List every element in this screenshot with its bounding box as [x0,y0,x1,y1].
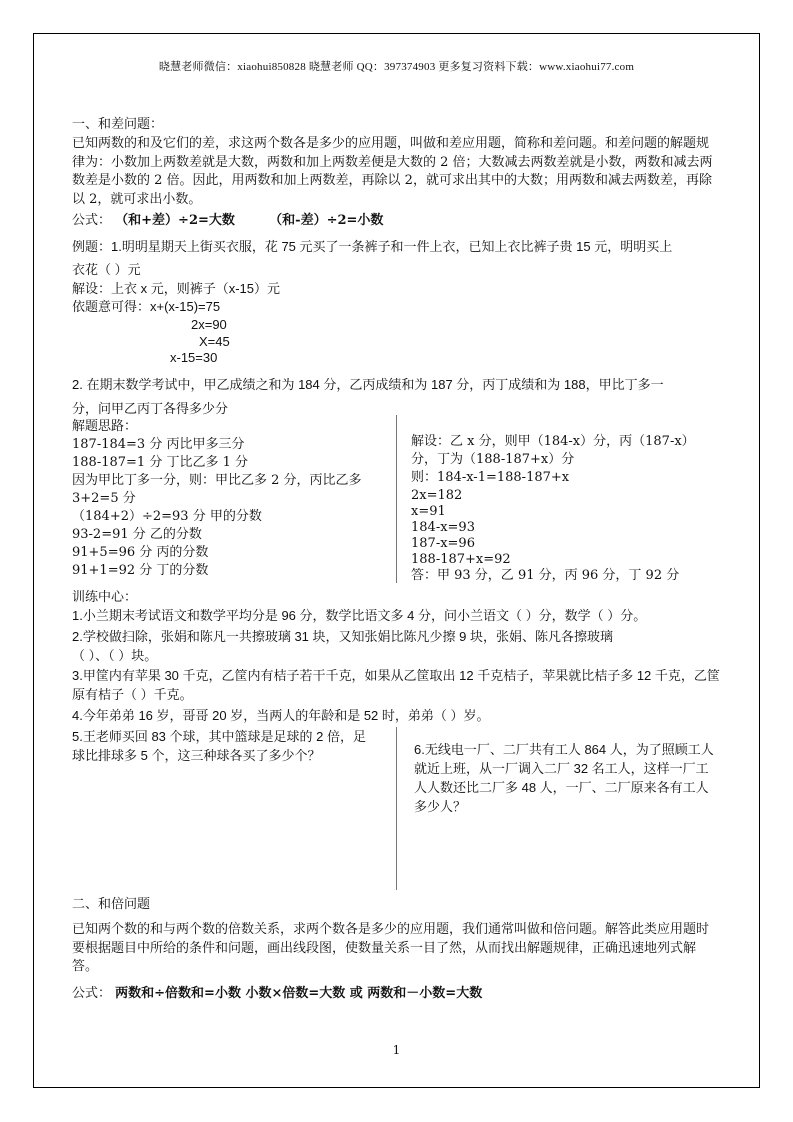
section2-intro: 已知两个数的和与两个数的倍数关系，求两个数各是多少的应用题，我们通常叫做和倍问题。解答此类应用题时要根据题目中所给的条件和问题，画出线段图，使数量关系一目了然，从而找出解题规律，正确迅速地列式解答。 [72,922,710,974]
example2-left-line: 解题思路： [72,419,138,434]
example2-right-line: 答：甲 93 分，乙 91 分，丙 96 分，丁 92 分 [411,568,680,583]
example2-left-line: 187-184=3 分 丙比甲多三分 [72,437,245,452]
example2-question-line1: 2. 在期末数学考试中，甲乙成绩之和为 184 分，乙丙成绩和为 187 分，丙丁成绩和为 188，甲比丁多一 [72,377,664,392]
example1-solution-4: X=45 [199,334,230,349]
training-title: 训练中心： [72,590,138,605]
example1-question-line2: 衣花（ ）元 [72,262,141,277]
example2-left-line: （184+2）÷2=93 分 甲的分数 [72,509,262,524]
training-problem-1: 1.小兰期末考试语文和数学平均分是 96 分，数学比语文多 4 分，问小兰语文（ ）分，数学（ ）分。 [72,608,647,623]
page-header: 晓慧老师微信：xiaohui850828 晓慧老师 QQ：397374903 更多复习资料下载：www.xiaohui77.com [158,61,635,73]
example2-right-line: x=91 [411,504,446,519]
training-column-divider [396,727,397,890]
example2-right-line: 则：184-x-1=188-187+x [411,470,570,485]
training-problem-4: 4.今年弟弟 16 岁，哥哥 20 岁，当两人的年龄和是 52 时，弟弟（ ）岁。 [72,708,490,723]
example2-question-line2: 分，问甲乙丙丁各得多少分 [72,401,229,416]
formula-big: （和+差）÷2=大数 [115,213,235,228]
example2-column-divider [396,415,397,583]
training-problem-3: 3.甲筐内有苹果 30 千克，乙筐内有桔子若干千克，如果从乙筐取出 12 千克桔子，苹果就比桔子多 12 千克，乙筐原有桔子（ ）千克。 [72,668,720,702]
example1-solution-5: x-15=30 [170,350,218,365]
section1-title: 一、和差问题： [72,117,164,132]
training-problem-2a: 2.学校做扫除，张娟和陈凡一共擦玻璃 31 块，又知张娟比陈凡少擦 9 块，张娟、陈凡各擦玻璃 [72,629,613,644]
section1-formula [72,212,383,230]
example2-right-line: 188-187+x=92 [411,552,511,567]
formula-label: 公式： [72,213,112,228]
training-problem-5: 5.王老师买回 83 个球，其中篮球是足球的 2 倍，足球比排球多 5 个，这三种球各买了多少个？ [72,729,366,763]
formula-text: 两数和÷倍数和=小数 小数×倍数=大数 或 两数和－小数=大数 [115,986,483,1001]
example2-right-line: 分，丁为（188-187+x）分 [411,452,575,467]
page-number: 1 [392,1043,401,1057]
formula-label: 公式： [72,986,112,1001]
training-problem-2b: （ ）、（ ）块。 [72,648,158,663]
example2-left-line: 188-187=1 分 丁比乙多 1 分 [72,455,248,470]
example2-left-line: 3+2=5 分 [72,491,136,506]
example2-right-line: 184-x=93 [411,520,475,535]
example2-left-line: 91+1=92 分 丁的分数 [72,563,209,578]
example1-solution-1: 解设：上衣 x 元，则裤子（x-15）元 [72,281,281,296]
section1-intro: 已知两数的和及它们的差，求这两个数各是多少的应用题，叫做和差应用题，简称和差问题。和差问题的解题规律为：小数加上两数差就是大数，两数和加上两数差便是大数的 2 倍；大数减去两数差就是小数，两数和减去两数差是小数的 2 倍。因此，用两数和加上两数差，再除以 2，就可求出其中的大数；用两数和减去两数差，再除以 2，就可求出小数。 [72,136,713,207]
training-problem-6: 6.无线电一厂、二厂共有工人 864 人，为了照顾工人就近上班，从一厂调入二厂 32 名工人，这样一厂工人人数还比二厂多 48 人，一厂、二厂原来各有工人多少人？ [414,742,714,814]
formula-small: （和-差）÷2=小数 [269,213,384,228]
example1-solution-2: 依题意可得：x+(x-15)=75 [72,299,221,314]
example2-left-line: 93-2=91 分 乙的分数 [72,527,202,542]
example2-right-line: 2x=182 [411,488,463,503]
example2-left-line: 因为甲比丁多一分，则：甲比乙多 2 分，丙比乙多 [72,473,362,488]
example1-question-line1: 例题：1.明明星期天上街买衣服，花 75 元买了一条裤子和一件上衣，已知上衣比裤子贵 15 元，明明买上 [72,239,673,254]
example2-right-line: 187-x=96 [411,536,475,551]
example2-right-line: 解设：乙 x 分，则甲（184-x）分，丙（187-x） [411,434,695,449]
section2-title: 二、和倍问题 [72,897,151,912]
example2-left-line: 91+5=96 分 丙的分数 [72,545,209,560]
section2-formula [72,985,482,1003]
example1-solution-3: 2x=90 [191,317,227,332]
